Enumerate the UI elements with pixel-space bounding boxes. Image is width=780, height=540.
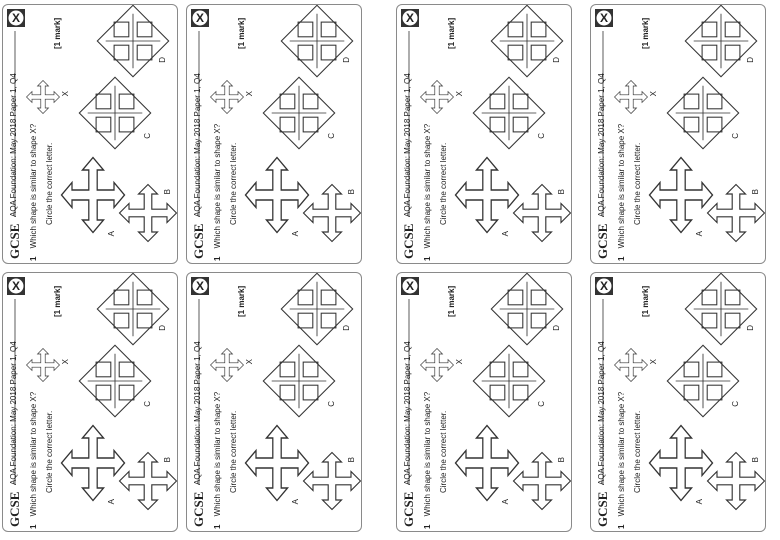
instruction: Circle the correct letter. <box>633 410 642 493</box>
label-x: X <box>455 359 464 365</box>
question-text: Which shape is similar to shape X? <box>423 123 432 249</box>
shape-d <box>685 5 756 76</box>
label-x: X <box>61 359 70 365</box>
question-card-1 <box>2 4 178 264</box>
instruction: Circle the correct letter. <box>439 142 448 225</box>
marks-label: [1 mark] <box>447 17 456 49</box>
exam-board: GCSE <box>7 223 22 259</box>
instruction: Circle the correct letter. <box>633 142 642 225</box>
shape-d <box>281 5 352 76</box>
label-a: A <box>695 499 704 505</box>
instruction: Circle the correct letter. <box>45 142 54 225</box>
label-d: D <box>342 57 351 63</box>
label-x: X <box>61 91 70 97</box>
logo-text: X <box>405 11 415 25</box>
marks-label: [1 mark] <box>53 285 62 317</box>
question-card-5 <box>2 272 178 532</box>
source-title: AQA Foundation: May 2018 Paper 1, Q4 <box>403 73 412 217</box>
logo-text: X <box>599 11 609 25</box>
exam-board: GCSE <box>401 223 416 259</box>
label-c: C <box>143 401 152 407</box>
logo-icon <box>399 7 421 29</box>
question-line <box>617 275 631 529</box>
label-d: D <box>342 325 351 331</box>
logo-text: X <box>599 279 609 293</box>
question-text: Which shape is similar to shape X? <box>617 123 626 249</box>
shape-d <box>491 5 562 76</box>
logo-text: X <box>195 11 205 25</box>
shape-a <box>650 158 713 233</box>
shape-a <box>246 158 309 233</box>
label-a: A <box>107 499 116 505</box>
marks-label: [1 mark] <box>641 17 650 49</box>
label-x: X <box>649 91 658 97</box>
label-x: X <box>245 91 254 97</box>
label-b: B <box>751 189 760 195</box>
question-text: Which shape is similar to shape X? <box>617 391 626 517</box>
label-d: D <box>158 57 167 63</box>
shape-a <box>246 426 309 501</box>
shape-d <box>685 273 756 344</box>
instruction: Circle the correct letter. <box>229 142 238 225</box>
question-line <box>423 275 437 529</box>
shape-d <box>97 5 168 76</box>
logo-text: X <box>11 11 21 25</box>
question-card-8 <box>590 272 766 532</box>
label-b: B <box>557 457 566 463</box>
shape-a <box>62 158 125 233</box>
question-number: 1 <box>29 524 38 529</box>
question-number: 1 <box>213 524 222 529</box>
question-text: Which shape is similar to shape X? <box>423 391 432 517</box>
shape-d <box>281 273 352 344</box>
source-title: AQA Foundation: May 2018 Paper 1, Q4 <box>9 341 18 485</box>
label-c: C <box>731 401 740 407</box>
label-d: D <box>552 325 561 331</box>
question-number: 1 <box>617 524 626 529</box>
source-title: AQA Foundation: May 2018 Paper 1, Q4 <box>193 73 202 217</box>
shape-a <box>456 158 519 233</box>
label-b: B <box>347 189 356 195</box>
label-b: B <box>557 189 566 195</box>
label-c: C <box>537 133 546 139</box>
question-text: Which shape is similar to shape X? <box>29 123 38 249</box>
marks-label: [1 mark] <box>237 17 246 49</box>
label-b: B <box>163 457 172 463</box>
shape-c <box>667 345 738 416</box>
question-text: Which shape is similar to shape X? <box>29 391 38 517</box>
question-line <box>213 7 227 261</box>
label-a: A <box>291 499 300 505</box>
shape-c <box>263 77 334 148</box>
question-number: 1 <box>29 256 38 261</box>
marks-label: [1 mark] <box>447 285 456 317</box>
source-title: AQA Foundation: May 2018 Paper 1, Q4 <box>403 341 412 485</box>
exam-board: GCSE <box>595 491 610 527</box>
shape-a <box>62 426 125 501</box>
source-title: AQA Foundation: May 2018 Paper 1, Q4 <box>597 341 606 485</box>
shape-c <box>263 345 334 416</box>
instruction: Circle the correct letter. <box>45 410 54 493</box>
question-line <box>213 275 227 529</box>
marks-label: [1 mark] <box>237 285 246 317</box>
question-card-2 <box>186 4 362 264</box>
logo-icon <box>189 275 211 297</box>
label-a: A <box>291 231 300 237</box>
label-c: C <box>327 133 336 139</box>
label-x: X <box>455 91 464 97</box>
label-a: A <box>501 231 510 237</box>
question-card-7 <box>396 272 572 532</box>
question-text: Which shape is similar to shape X? <box>213 123 222 249</box>
question-line <box>617 7 631 261</box>
question-number: 1 <box>213 256 222 261</box>
label-d: D <box>746 325 755 331</box>
label-x: X <box>245 359 254 365</box>
question-card-3 <box>396 4 572 264</box>
exam-board: GCSE <box>401 491 416 527</box>
label-a: A <box>695 231 704 237</box>
question-line <box>423 7 437 261</box>
exam-board: GCSE <box>191 223 206 259</box>
question-line <box>29 7 43 261</box>
shape-c <box>473 345 544 416</box>
label-b: B <box>163 189 172 195</box>
shape-d <box>491 273 562 344</box>
label-c: C <box>537 401 546 407</box>
shape-c <box>79 77 150 148</box>
source-title: AQA Foundation: May 2018 Paper 1, Q4 <box>193 341 202 485</box>
question-card-6 <box>186 272 362 532</box>
source-title: AQA Foundation: May 2018 Paper 1, Q4 <box>597 73 606 217</box>
label-b: B <box>751 457 760 463</box>
logo-icon <box>5 275 27 297</box>
shape-d <box>97 273 168 344</box>
marks-label: [1 mark] <box>641 285 650 317</box>
label-c: C <box>731 133 740 139</box>
instruction: Circle the correct letter. <box>439 410 448 493</box>
source-title: AQA Foundation: May 2018 Paper 1, Q4 <box>9 73 18 217</box>
question-line <box>29 275 43 529</box>
logo-icon <box>593 275 615 297</box>
instruction: Circle the correct letter. <box>229 410 238 493</box>
exam-board: GCSE <box>595 223 610 259</box>
shape-c <box>473 77 544 148</box>
logo-icon <box>189 7 211 29</box>
label-a: A <box>501 499 510 505</box>
logo-text: X <box>195 279 205 293</box>
question-card-4 <box>590 4 766 264</box>
shape-a <box>456 426 519 501</box>
label-d: D <box>552 57 561 63</box>
exam-board: GCSE <box>191 491 206 527</box>
marks-label: [1 mark] <box>53 17 62 49</box>
logo-icon <box>5 7 27 29</box>
question-number: 1 <box>617 256 626 261</box>
label-a: A <box>107 231 116 237</box>
label-x: X <box>649 359 658 365</box>
shape-a <box>650 426 713 501</box>
label-c: C <box>143 133 152 139</box>
shape-c <box>79 345 150 416</box>
question-text: Which shape is similar to shape X? <box>213 391 222 517</box>
logo-text: X <box>11 279 21 293</box>
exam-board: GCSE <box>7 491 22 527</box>
logo-icon <box>399 275 421 297</box>
label-d: D <box>158 325 167 331</box>
label-d: D <box>746 57 755 63</box>
label-c: C <box>327 401 336 407</box>
logo-icon <box>593 7 615 29</box>
shape-c <box>667 77 738 148</box>
question-number: 1 <box>423 524 432 529</box>
logo-text: X <box>405 279 415 293</box>
label-b: B <box>347 457 356 463</box>
question-number: 1 <box>423 256 432 261</box>
